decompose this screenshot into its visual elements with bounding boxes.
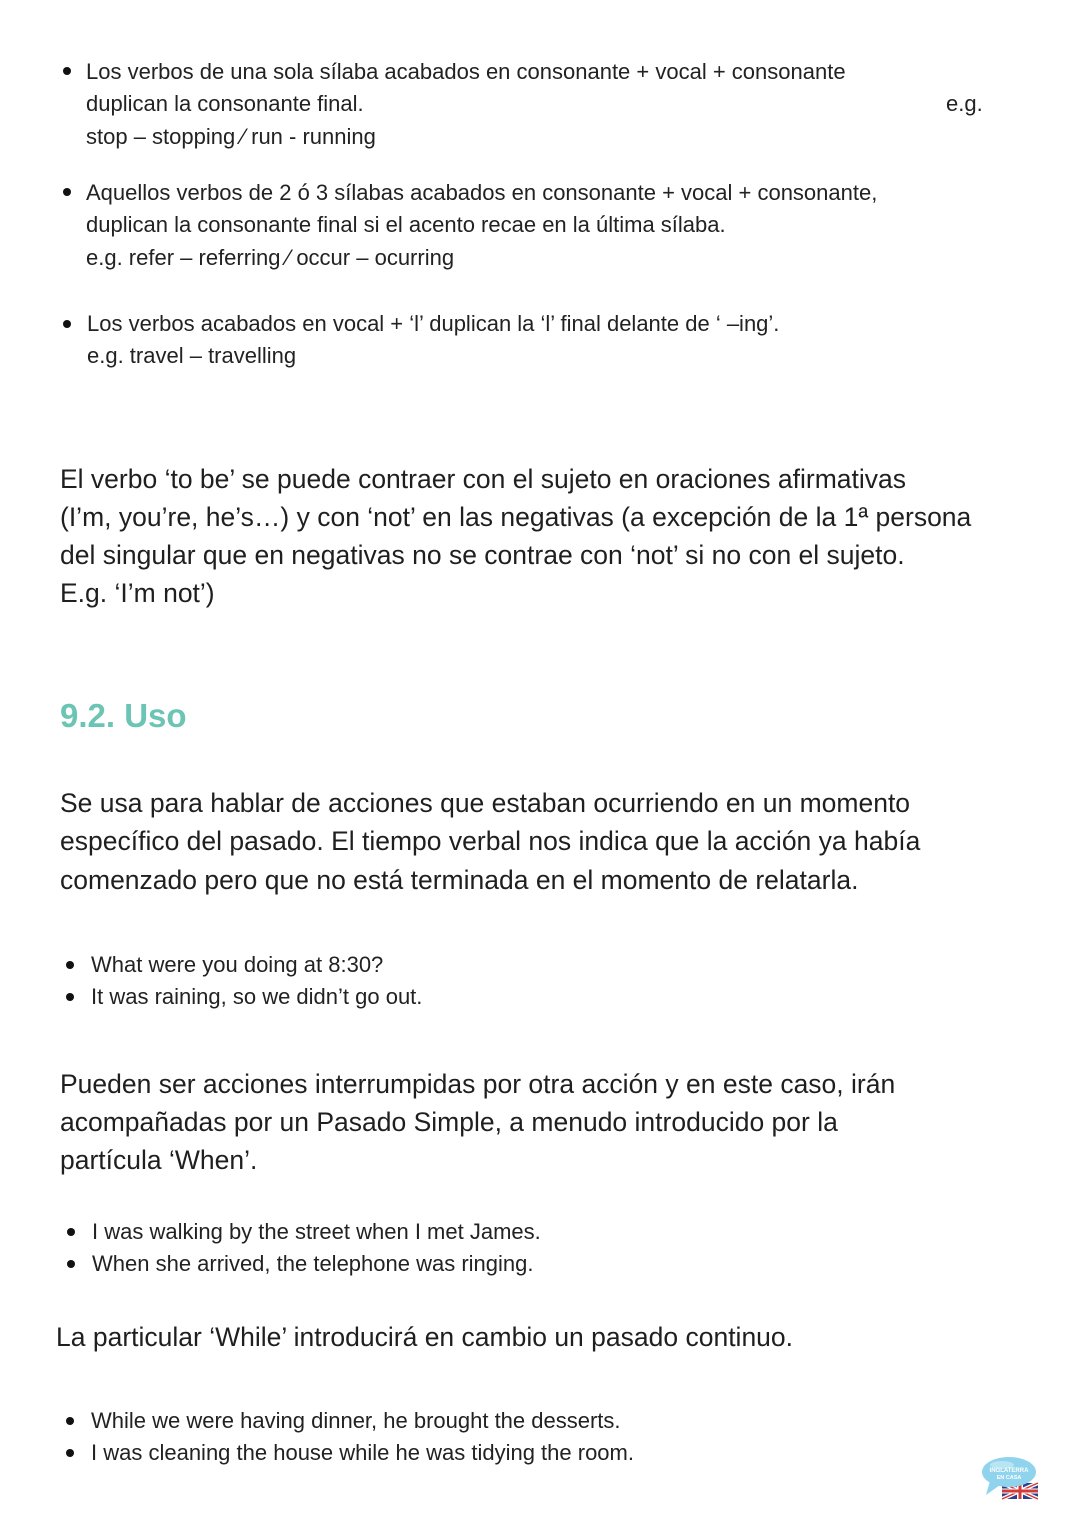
- while-paragraph: La particular ‘While’ introducirá en cambio un pasado continuo.: [56, 1322, 794, 1352]
- paragraph-line: partícula ‘When’.: [60, 1145, 258, 1175]
- paragraph-line: comenzado pero que no está terminada en el momento de relatarla.: [60, 865, 859, 895]
- rule-text: Aquellos verbos de 2 ó 3 sílabas acabados en consonante + vocal + consonante,: [86, 180, 878, 205]
- logo-text-line1: INGLATERRA: [989, 1468, 1029, 1474]
- example-text: I was walking by the street when I met James.: [92, 1219, 541, 1244]
- paragraph-line: específico del pasado. El tiempo verbal nos indica que la acción ya había: [60, 826, 921, 856]
- bullet-icon: [66, 993, 74, 1001]
- bullet-icon: [63, 188, 71, 196]
- inglaterra-en-casa-logo: [980, 1455, 1040, 1501]
- example-text: It was raining, so we didn’t go out.: [91, 984, 423, 1009]
- bullet-icon: [63, 67, 71, 75]
- rule-text: Los verbos de una sola sílaba acabados en consonante + vocal + consonante: [86, 59, 846, 84]
- bullet-icon: [66, 1449, 74, 1457]
- example-text: When she arrived, the telephone was ringing.: [92, 1251, 534, 1276]
- speech-bubble-flag-icon: [980, 1455, 1040, 1501]
- paragraph-line: acompañadas por un Pasado Simple, a menudo introducido por la: [60, 1107, 838, 1137]
- paragraph-line: (I’m, you’re, he’s…) y con ‘not’ en las negativas (a excepción de la 1ª persona: [60, 502, 972, 532]
- paragraph-line: El verbo ‘to be’ se puede contraer con el sujeto en oraciones afirmativas: [60, 464, 907, 494]
- paragraph-line: E.g. ‘I’m not’): [60, 578, 215, 608]
- bullet-icon: [67, 1228, 75, 1236]
- eg-label: e.g.: [946, 91, 983, 116]
- paragraph-line: Se usa para hablar de acciones que estaban ocurriendo en un momento: [60, 788, 911, 818]
- rule-text: duplican la consonante final.: [86, 91, 364, 116]
- paragraph-line: del singular que en negativas no se contrae con ‘not’ si no con el sujeto.: [60, 540, 905, 570]
- rule-text: Los verbos acabados en vocal + ‘l’ duplican la ‘l’ final delante de ‘ –ing’.: [87, 311, 780, 336]
- bullet-icon: [66, 1417, 74, 1425]
- example-text: While we were having dinner, he brought the desserts.: [91, 1408, 621, 1433]
- bullet-icon: [63, 320, 71, 328]
- rule-text: duplican la consonante final si el acento recae en la última sílaba.: [86, 212, 726, 237]
- example-text: I was cleaning the house while he was tidying the room.: [91, 1440, 634, 1465]
- logo-text-line2: EN CASA: [996, 1475, 1022, 1481]
- rule-example: stop – stopping ⁄ run - running: [86, 124, 376, 149]
- section-heading: 9.2. Uso: [60, 697, 187, 734]
- bullet-icon: [66, 961, 74, 969]
- example-text: What were you doing at 8:30?: [91, 952, 384, 977]
- bullet-icon: [67, 1260, 75, 1268]
- rule-example: e.g. travel – travelling: [87, 343, 297, 368]
- rule-example: e.g. refer – referring ⁄ occur – ocurring: [86, 245, 455, 270]
- paragraph-line: Pueden ser acciones interrumpidas por otra acción y en este caso, irán: [60, 1069, 896, 1099]
